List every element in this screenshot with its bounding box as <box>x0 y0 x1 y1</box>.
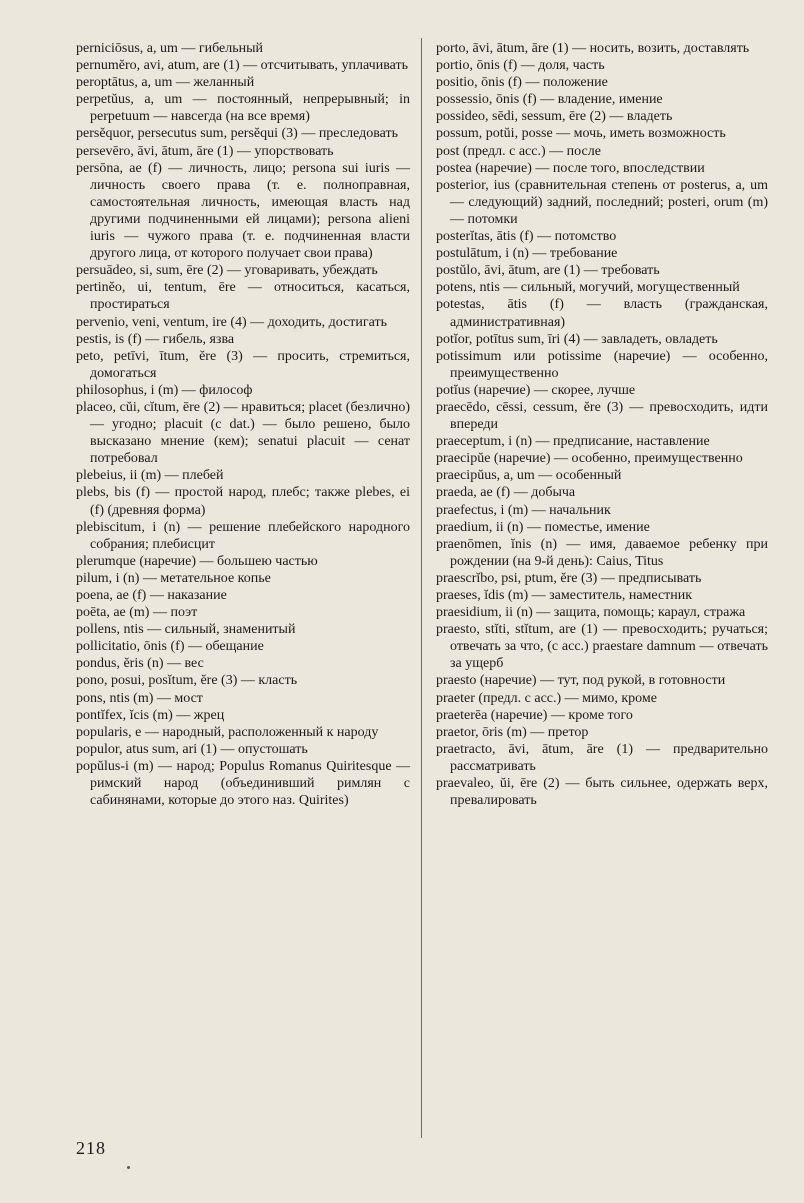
dictionary-entry: poena, ae (f) — наказание <box>76 588 227 603</box>
dictionary-entry: posterĭtas, ātis (f) — потомство <box>436 229 617 245</box>
dictionary-entry: populor, atus sum, ari (1) — опустошать <box>76 741 308 757</box>
dictionary-entry: pons, ntis (m) — мост <box>76 690 203 706</box>
dictionary-entry: praeda, ae (f) — добыча <box>436 485 576 501</box>
dictionary-entry: praetor, ōris (m) — претор <box>436 724 589 740</box>
dictionary-entry: post (предл. с acc.) — после <box>436 143 601 159</box>
dictionary-entry: plebiscitum, i (n) — решение плебейского народного собрания; плебисцит <box>76 519 410 552</box>
dictionary-entry: persōna, ae (f) — личность, лицо; persona sui iuris — личность своего права (т. е. полноправная, самостоятельная личность, имеющая власть над другими подчиненными ей лицами); persona alieni iuris — чужого права (т. е. подчиненная власти другого лица, от которого получает свои права) <box>76 160 410 262</box>
dictionary-entry: praescrĭbo, psi, ptum, ĕre (3) — предписывать <box>436 570 702 586</box>
dictionary-entry: potĭus (наречие) — скорее, лучше <box>436 382 636 398</box>
dictionary-entry: praesto, stĭti, stĭtum, are (1) — превосходить; ручаться; отвечать за что, (с acc.) praestare damnum — отвечать за ущерб <box>436 622 768 672</box>
dictionary-entry: postulātum, i (n) — требование <box>436 246 618 262</box>
dictionary-entry: pertinĕo, ui, tentum, ēre — относиться, касаться, простираться <box>76 280 410 313</box>
dictionary-entry: plebeius, ii (m) — плебей <box>76 468 224 484</box>
dictionary-entry: postea (наречие) — после того, впоследствии <box>436 160 705 176</box>
dictionary-entry: peroptātus, a, um — желанный <box>76 75 255 91</box>
dictionary-entry: pono, posui, posĭtum, ĕre (3) — класть <box>76 673 298 689</box>
dictionary-entry: plebs, bis (f) — простой народ, плебс; также plebes, ei (f) (древняя форма) <box>76 485 410 518</box>
column-divider <box>421 38 422 1138</box>
dictionary-entry: plerumque (наречие) — большею частью <box>76 553 318 569</box>
dictionary-entry: placeo, cŭi, cĭtum, ēre (2) — нравиться; placet (безлично) — угодно; placuit (c dat.) — было решено, было высказано мнение (кем); senatui placuit — сенат потребовал <box>76 399 410 467</box>
dictionary-entry: potestas, ātis (f) — власть (гражданская, административная) <box>436 297 768 330</box>
right-column <box>436 40 768 809</box>
dictionary-entry: pestis, is (f) — гибель, язва <box>76 331 235 347</box>
dictionary-entry: popŭlus-i (m) — народ; Populus Romanus Quiritesque — римский народ (объединивший римлян с сабинянами, которые до этого наз. Quirites) <box>76 758 410 809</box>
dictionary-entry: praeterēa (наречие) — кроме того <box>436 707 633 723</box>
dictionary-entry: positio, ōnis (f) — положение <box>436 75 608 91</box>
dictionary-entry: praedium, ii (n) — поместье, имение <box>436 519 650 535</box>
dictionary-entry: postŭlo, āvi, ātum, are (1) — требовать <box>436 263 660 279</box>
dictionary-entry: praefectus, i (m) — начальник <box>436 502 611 518</box>
dictionary-entry: possessio, ōnis (f) — владение, имение <box>436 92 663 108</box>
dictionary-entry: portio, ōnis (f) — доля, часть <box>436 58 605 74</box>
dictionary-entry: pollicitatio, ōnis (f) — обещание <box>76 639 264 655</box>
dictionary-entry: potissimum или potissime (наречие) — особенно, преимущественно <box>436 348 768 381</box>
dictionary-entry: praesto (наречие) — тут, под рукой, в готовности <box>436 673 726 689</box>
page-number: 218 <box>76 1138 106 1158</box>
dictionary-entry: pondus, ĕris (n) — вес <box>76 656 204 672</box>
dictionary-entry: persuādeo, si, sum, ēre (2) — уговаривать, убеждать <box>76 263 378 279</box>
dictionary-entry: praenōmen, ĭnis (n) — имя, даваемое ребенку при рождении (на 9-й день): Caius, Titus <box>436 536 768 569</box>
dictionary-entry: praevaleo, ŭi, ēre (2) — быть сильнее, одержать верх, превалировать <box>436 776 768 809</box>
dictionary-entry: praesidium, ii (n) — защита, помощь; караул, стража <box>436 605 746 621</box>
dictionary-entry: praetracto, āvi, ātum, āre (1) — предварительно рассматривать <box>436 741 768 774</box>
dictionary-entry: pollens, ntis — сильный, знаменитый <box>76 622 296 638</box>
dictionary-entry: praecēdo, cēssi, cessum, ĕre (3) — превосходить, идти впереди <box>436 399 768 433</box>
dictionary-entry: pontĭfex, ĭcis (m) — жрец <box>76 707 225 723</box>
dictionary-entry: potĭor, potītus sum, īri (4) — завладеть, овладеть <box>436 331 718 347</box>
dictionary-entry: pilum, i (n) — метательное копье <box>76 570 271 586</box>
dictionary-entry: peto, petīvi, ītum, ĕre (3) — просить, стремиться, домогаться <box>76 348 410 381</box>
dictionary-entry: perniciōsus, a, um — гибельный <box>76 41 264 56</box>
dictionary-entry: persĕquor, persecutus sum, persĕqui (3) — преследовать <box>76 126 399 142</box>
dictionary-entry: poēta, ae (m) — поэт <box>76 605 198 621</box>
dictionary-entry: praecipŭe (наречие) — особенно, преимущественно <box>436 451 743 467</box>
dictionary-entry: praeses, ĭdis (m) — заместитель, наместник <box>436 588 693 603</box>
dictionary-entry: pervenio, veni, ventum, ire (4) — доходить, достигать <box>76 314 388 330</box>
dictionary-entry: praeter (предл. с acc.) — мимо, кроме <box>436 690 657 706</box>
dictionary-entry: persevēro, āvi, ātum, āre (1) — упорствовать <box>76 143 334 159</box>
dictionary-entry: perpetŭus, a, um — постоянный, непрерывный; in perpetuum — навсегда (на все время) <box>76 92 410 125</box>
dictionary-entry: posterior, ius (сравнительная степень от posterus, a, um — следующий) задний, последний; posteri, orum (m) — потомки <box>436 177 768 227</box>
print-speck <box>127 1166 130 1169</box>
dictionary-entry: praeceptum, i (n) — предписание, наставление <box>436 434 710 450</box>
dictionary-entry: praecipŭus, a, um — особенный <box>436 468 622 484</box>
left-column <box>76 40 410 809</box>
dictionary-entry: popularis, e — народный, расположенный к народу <box>76 724 379 740</box>
dictionary-entry: possum, potŭi, posse — мочь, иметь возможность <box>436 126 726 142</box>
dictionary-entry: pernumĕro, avi, atum, are (1) — отсчитывать, уплачивать <box>76 58 408 74</box>
dictionary-entry: potens, ntis — сильный, могучий, могущественный <box>436 280 740 296</box>
dictionary-entry: philosophus, i (m) — философ <box>76 382 253 398</box>
dictionary-entry: porto, āvi, ātum, āre (1) — носить, возить, доставлять <box>436 41 750 56</box>
dictionary-entry: possideo, sēdi, sessum, ēre (2) — владеть <box>436 109 673 125</box>
